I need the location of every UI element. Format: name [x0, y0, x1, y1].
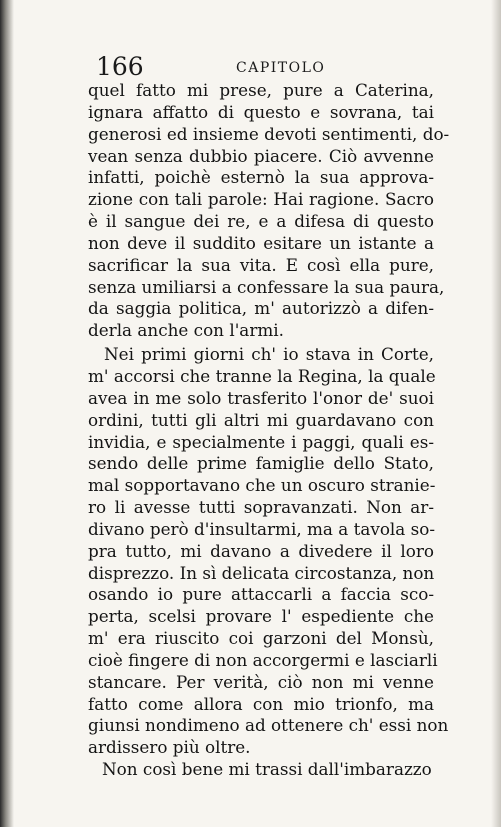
text-line: Non così bene mi trassi dall'imbarazzo — [102, 759, 432, 780]
text-line: non deve il suddito esitare un istante a — [88, 232, 434, 253]
text-line: m' accorsi che tranne la Regina, la quale — [88, 365, 436, 386]
text-line: infatti, poichè esternò la sua approva- — [88, 167, 434, 188]
text-line: pra tutto, mi davano a divedere il loro — [88, 540, 434, 561]
text-line: quel fatto mi prese, pure a Caterina, — [88, 80, 434, 100]
text-line: ordini, tutti gli altri mi guardavano con — [88, 409, 434, 430]
paragraph-3 — [88, 759, 434, 781]
text-line: ardissero più oltre. — [88, 737, 251, 758]
paragraph-1 — [88, 80, 450, 342]
text-line: sacrificar la sua vita. E così ella pure, — [88, 254, 434, 275]
text-line: mal sopportavano che un oscuro stranie- — [88, 475, 436, 496]
body-text — [88, 80, 450, 781]
text-line: disprezzo. In sì delicata circostanza, non — [88, 562, 435, 583]
text-line: avea in me solo trasferito l'onor de' suoi — [88, 387, 434, 408]
text-line: da saggia politica, m' autorizzò a difen- — [88, 298, 434, 319]
text-line: osando io pure attaccarli a faccia sco- — [88, 584, 434, 605]
text-line: zione con tali parole: Hai ragione. Sacro — [88, 189, 434, 210]
page-header — [96, 52, 426, 82]
paragraph-2 — [88, 344, 449, 759]
text-line: ignara affatto di questo e sovrana, tai — [88, 101, 434, 122]
text-line: cioè fingere di non accorgermi e lasciarli — [88, 649, 438, 670]
text-line: vean senza dubbio piacere. Ciò avvenne — [88, 145, 434, 166]
running-head: CAPITOLO — [236, 60, 326, 76]
page-edge-shadow — [491, 0, 501, 827]
text-line: m' era riuscito coi garzoni del Monsù, — [88, 628, 434, 649]
text-line: è il sangue dei re, e a difesa di questo — [88, 211, 434, 232]
text-line: fatto come allora con mio trionfo, ma — [88, 693, 434, 714]
text-line: derla anche con l'armi. — [88, 320, 284, 341]
text-line: ro li avesse tutti sopravanzati. Non ar- — [88, 497, 434, 518]
text-line: generosi ed insieme devoti sentimenti, do- — [88, 123, 450, 144]
page-number: 166 — [96, 52, 144, 81]
text-line: Nei primi giorni ch' io stava in Corte, — [104, 344, 434, 365]
text-line: sendo delle prime famiglie dello Stato, — [88, 453, 434, 474]
text-line: divano però d'insultarmi, ma a tavola so- — [88, 518, 436, 539]
text-line: senza umiliarsi a confessare la sua paura, — [88, 276, 445, 297]
text-line: invidia, e specialmente i paggi, quali es- — [88, 431, 434, 452]
text-line: giunsi nondimeno ad ottenere ch' essi non — [88, 715, 449, 736]
text-line: stancare. Per verità, ciò non mi venne — [88, 671, 434, 692]
text-line: perta, scelsi provare l' espediente che — [88, 606, 434, 627]
page-binding-shadow — [0, 0, 14, 827]
